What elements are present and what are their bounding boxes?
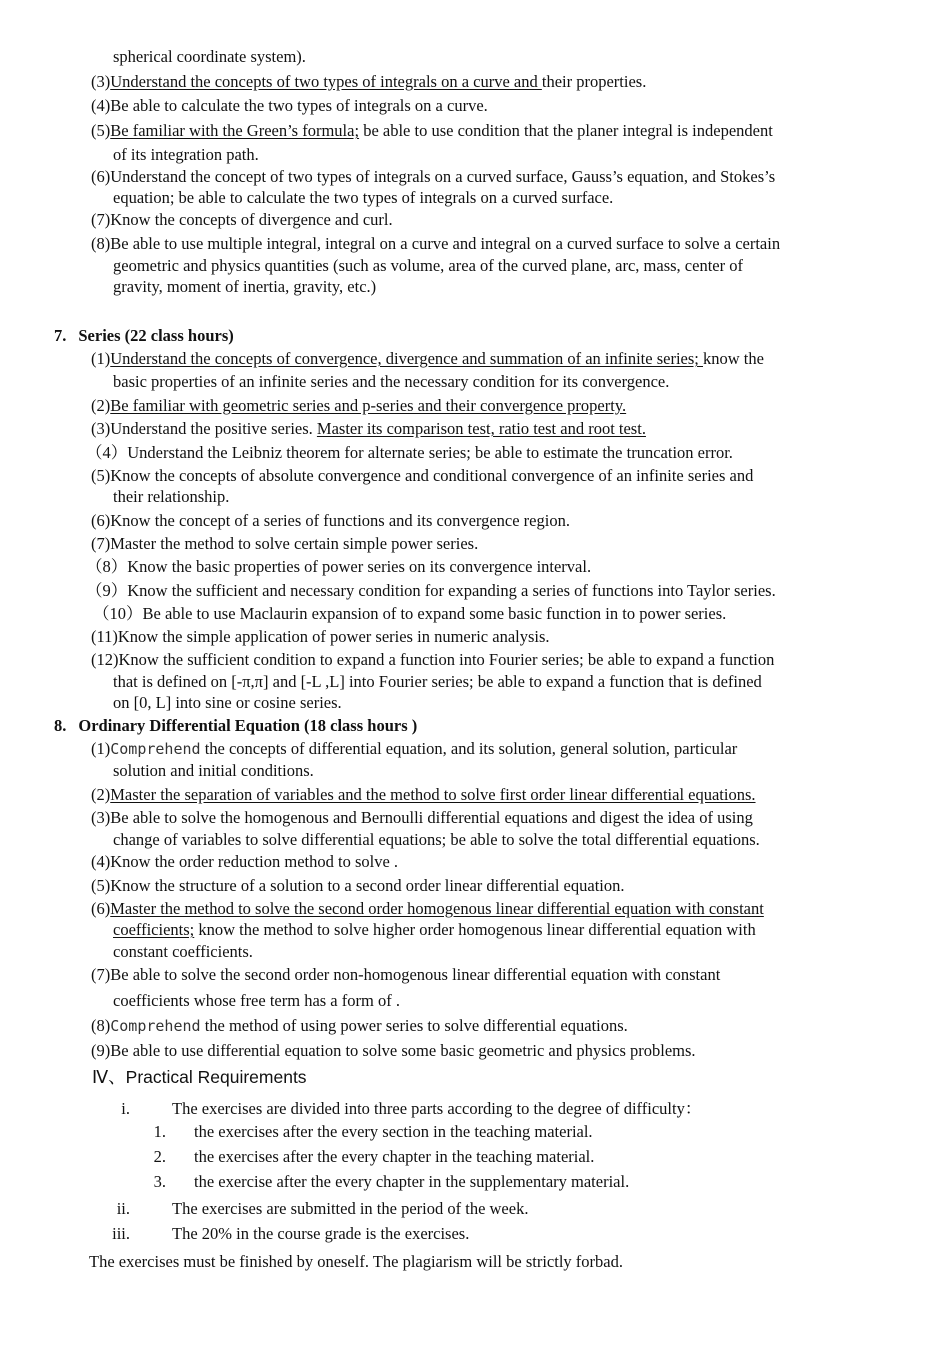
practical-heading: Ⅳ、Practical Requirements — [92, 1067, 307, 1087]
sec7-text: Know the basic properties of power series on its convergence interval. — [127, 557, 592, 576]
sec7-text: basic properties of an infinite series and the necessary condition for its convergence. — [113, 372, 670, 391]
sec8-underlined-text: coefficients; — [113, 920, 195, 939]
sec7-line — [91, 419, 646, 439]
sec7-line — [91, 650, 774, 670]
sec8-text: Be able to solve the homogenous and Bernoulli differential equations and digest the idea of using — [110, 808, 753, 827]
sec7-text: Know the concept of a series of functions and its convergence region. — [110, 511, 570, 530]
sec6-text: Be able to use multiple integral, integral on a curve and integral on a curved surface to solve a certain — [110, 234, 781, 253]
practical-item-number: ii. — [116, 1199, 130, 1218]
sec8-text: solution and initial conditions. — [113, 761, 314, 780]
practical-item-text: the exercises after the every chapter in the teaching material. — [194, 1147, 595, 1166]
sec6-text: equation; be able to calculate the two types of integrals on a curved surface. — [113, 188, 614, 207]
sec7-line — [91, 627, 550, 647]
sec8-underlined-text: Master the method to solve the second order homogenous linear differential equation with constant — [110, 899, 764, 918]
sec7-text-tail: know the — [703, 349, 764, 368]
sec8-item-number: (5) — [91, 876, 111, 895]
sec7-line — [86, 581, 776, 601]
sec6-text: of its integration path. — [113, 145, 259, 164]
sec7-line — [113, 672, 762, 692]
sec6-item-number: (8) — [91, 234, 111, 253]
sec8-line — [91, 808, 753, 828]
sec7-text: Understand the Leibniz theorem for alternate series; be able to estimate the truncation error. — [127, 443, 733, 462]
sec7-item-number: （8） — [86, 557, 128, 576]
sec7-item-number: （9） — [86, 581, 128, 600]
sec6-text-tail: their properties. — [541, 72, 647, 91]
sec7-text: Understand the positive series. — [110, 419, 317, 438]
sec7-item-number: (1) — [91, 349, 111, 368]
sec8-item-number: (4) — [91, 852, 111, 871]
sec8-term: Comprehend — [110, 740, 201, 758]
sec6-text: Understand the concept of two types of integrals on a curved surface, Gauss’s equation, and Stokes’s — [110, 167, 776, 186]
sec6-line — [113, 47, 306, 67]
sec6-line — [91, 210, 393, 230]
sec8-item-number: (6) — [91, 899, 111, 918]
practical-item-text: the exercises after the every section in the teaching material. — [194, 1122, 593, 1141]
sec8-text: change of variables to solve differential equations; be able to solve the total differential equations. — [113, 830, 760, 849]
sec8-text: Be able to use differential equation to solve some basic geometric and physics problems. — [110, 1041, 696, 1060]
sec7-text: Master the method to solve certain simple power series. — [110, 534, 479, 553]
sec8-item-number: (7) — [91, 965, 111, 984]
sec7-text: Be able to use Maclaurin expansion of to expand some basic function in to power series. — [142, 604, 727, 623]
sec6-text: gravity, moment of inertia, gravity, etc.) — [113, 277, 377, 296]
sec6-line — [113, 256, 743, 276]
sec8-line — [91, 1041, 696, 1061]
sec7-text: Know the concepts of absolute convergence and conditional convergence of an infinite series and — [110, 466, 754, 485]
sec6-underlined-text: Understand the concepts of two types of integrals on a curve and — [110, 72, 542, 91]
sec8-item-number: (3) — [91, 808, 111, 827]
sec8-item-number: (8) — [91, 1016, 111, 1035]
sec8-line — [91, 785, 756, 805]
sec7-line — [91, 396, 626, 416]
sec7-underlined-text: Understand the concepts of convergence, divergence and summation of an infinite series; — [110, 349, 703, 368]
sec8-text: the concepts of differential equation, and its solution, general solution, particular — [200, 739, 738, 758]
sec8-item-number: (2) — [91, 785, 111, 804]
sec8-line — [113, 920, 756, 940]
practical-item-number: iii. — [112, 1224, 130, 1243]
sec6-text: Know the concepts of divergence and curl. — [110, 210, 393, 229]
section-8-heading — [54, 716, 417, 736]
sec6-line — [91, 121, 773, 141]
sec7-item-number: (2) — [91, 396, 111, 415]
sec8-term: Comprehend — [110, 1017, 201, 1035]
sec7-line — [91, 349, 764, 369]
sec8-line — [113, 991, 400, 1011]
sec6-line — [113, 145, 259, 165]
sec7-line — [91, 534, 478, 554]
sec7-item-number: (12) — [91, 650, 119, 669]
sec8-text: Know the structure of a solution to a second order linear differential equation. — [110, 876, 625, 895]
sec7-line — [86, 557, 591, 577]
sec7-line — [91, 466, 753, 486]
practical-item-text: The exercises are submitted in the period of the week. — [172, 1199, 529, 1218]
sec7-line — [113, 693, 342, 713]
practical-item-text: the exercise after the every chapter in the supplementary material. — [194, 1172, 630, 1191]
sec6-line — [91, 96, 488, 116]
sec6-line — [91, 72, 646, 92]
sec8-text: Be able to solve the second order non-homogenous linear differential equation with constant — [110, 965, 721, 984]
sec6-line — [113, 188, 613, 208]
sec8-line — [91, 739, 737, 759]
sec7-item-number: (11) — [91, 627, 118, 646]
sec7-line — [113, 487, 229, 507]
sec8-text: constant coefficients. — [113, 942, 253, 961]
sec8-underlined-text: Master the separation of variables and the method to solve first order linear differential equations. — [110, 785, 756, 804]
section-7-heading — [54, 326, 234, 346]
sec6-item-number: (4) — [91, 96, 111, 115]
sec7-text: on [0, L] into sine or cosine series. — [113, 693, 342, 712]
sec7-line — [113, 372, 669, 392]
section-7-title: Series (22 class hours) — [78, 326, 234, 345]
section-8-number: 8. — [54, 716, 67, 735]
sec6-line — [91, 234, 780, 254]
practical-item-text: The exercises are divided into three parts according to the degree of difficulty： — [172, 1099, 702, 1118]
section-8-title: Ordinary Differential Equation (18 class hours ) — [78, 716, 418, 735]
sec7-item-number: (3) — [91, 419, 111, 438]
practical-item-number: 1. — [153, 1122, 166, 1141]
sec7-text: their relationship. — [113, 487, 230, 506]
sec6-line — [91, 167, 775, 187]
sec6-underlined-text: Be familiar with the Green’s formula; — [110, 121, 360, 140]
sec8-text: Know the order reduction method to solve . — [110, 852, 399, 871]
sec7-line — [86, 443, 733, 463]
sec6-text: geometric and physics quantities (such as volume, area of the curved plane, arc, mass, center of — [113, 256, 743, 275]
sec8-line — [91, 965, 720, 985]
sec7-underlined-text: Be familiar with geometric series and p-series and their convergence property. — [110, 396, 627, 415]
sec8-text-tail: know the method to solve higher order homogenous linear differential equation with — [194, 920, 756, 939]
sec8-line — [91, 899, 764, 919]
sec8-line — [113, 761, 314, 781]
sec7-text: that is defined on [-π,π] and [-L ,L] into Fourier series; be able to expand a function that is defined — [113, 672, 762, 691]
sec8-text: the method of using power series to solve differential equations. — [200, 1016, 628, 1035]
sec8-item-number: (9) — [91, 1041, 111, 1060]
sec6-item-number: (6) — [91, 167, 111, 186]
sec7-line — [91, 511, 570, 531]
sec6-text-tail: be able to use condition that the planer integral is independent — [359, 121, 773, 140]
sec6-item-number: (5) — [91, 121, 111, 140]
sec7-item-number: （4） — [86, 443, 128, 462]
sec7-underlined-text: Master its comparison test, ratio test and root test. — [316, 419, 646, 438]
sec8-item-number: (1) — [91, 739, 111, 758]
sec7-text: Know the simple application of power series in numeric analysis. — [117, 627, 550, 646]
sec8-line — [91, 876, 625, 896]
practical-item-number: i. — [121, 1099, 130, 1118]
sec7-item-number: (5) — [91, 466, 111, 485]
sec6-item-number: (7) — [91, 210, 111, 229]
closing-note: The exercises must be finished by oneself. The plagiarism will be strictly forbad. — [89, 1252, 623, 1271]
sec6-text: Be able to calculate the two types of integrals on a curve. — [110, 96, 488, 115]
sec6-line — [113, 277, 376, 297]
sec6-item-number: (3) — [91, 72, 111, 91]
sec7-item-number: （10） — [93, 604, 143, 623]
sec8-line — [91, 1016, 628, 1036]
sec7-text: Know the sufficient condition to expand a function into Fourier series; be able to expand a function — [118, 650, 775, 669]
sec7-item-number: (6) — [91, 511, 111, 530]
sec8-line — [113, 830, 760, 850]
sec8-text: coefficients whose free term has a form of . — [113, 991, 400, 1010]
practical-item-text: The 20% in the course grade is the exercises. — [172, 1224, 470, 1243]
sec7-item-number: (7) — [91, 534, 111, 553]
sec6-text: spherical coordinate system). — [113, 47, 306, 66]
section-7-number: 7. — [54, 326, 67, 345]
practical-item-number: 2. — [153, 1147, 166, 1166]
sec7-line — [93, 604, 726, 624]
practical-item-number: 3. — [153, 1172, 166, 1191]
sec8-line — [91, 852, 398, 872]
sec7-text: Know the sufficient and necessary condition for expanding a series of functions into Taylor series. — [127, 581, 776, 600]
sec8-line — [113, 942, 253, 962]
